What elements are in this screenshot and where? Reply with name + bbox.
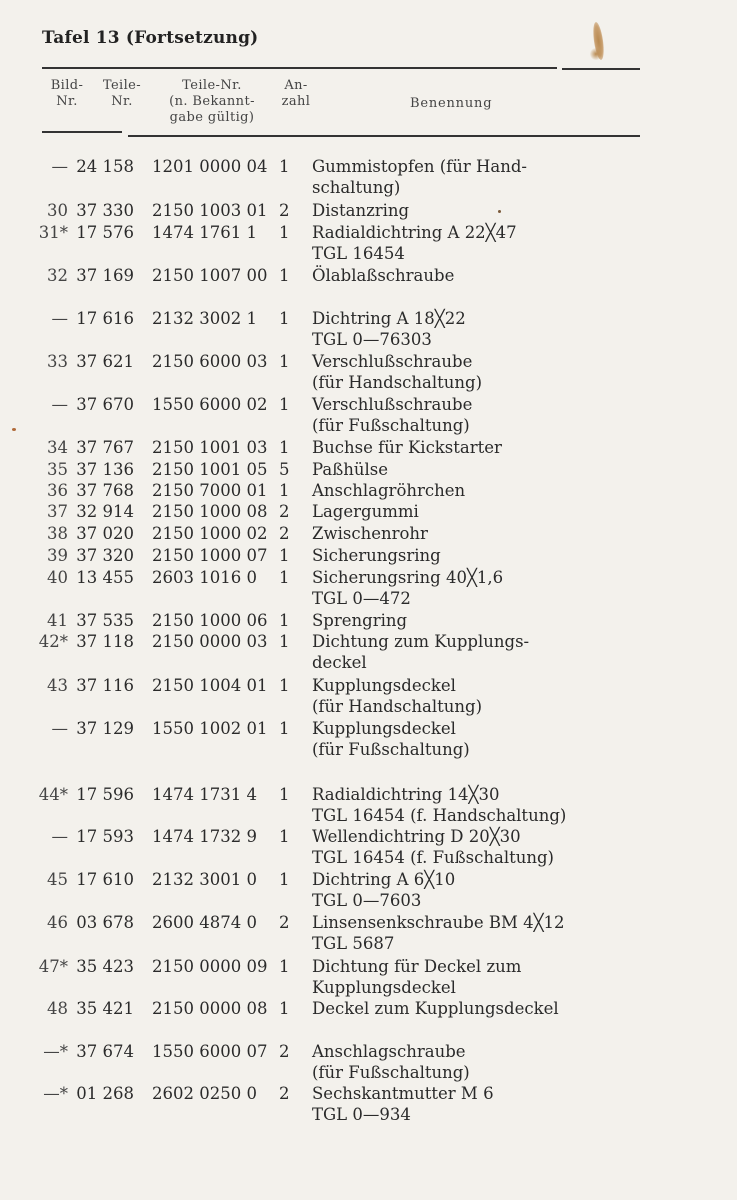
benennung [312, 200, 409, 221]
bild-nr: —* [43, 1084, 68, 1103]
benennung-line: Kupplungsdeckel [312, 719, 456, 738]
anzahl: 2 [279, 1084, 290, 1103]
teile-nr-bekanntgabe: 2150 0000 08 [152, 999, 268, 1018]
header-teile-line2: Nr. [111, 94, 133, 109]
benennung [312, 1083, 494, 1125]
benennung [312, 567, 503, 609]
teile-nr: 17 576 [76, 223, 134, 242]
teile-nr-bekanntgabe: 2150 1000 06 [152, 611, 268, 630]
bild-nr: 34 [47, 438, 68, 457]
anzahl: 1 [279, 438, 290, 457]
teile-nr: 37 118 [76, 632, 134, 651]
header-bild-line1: Bild- [50, 78, 84, 93]
bild-nr: — [51, 157, 68, 176]
anzahl: 1 [279, 719, 290, 738]
teile-nr: 17 610 [76, 870, 134, 889]
teile-nr-bekanntgabe: 1474 1761 1 [152, 223, 257, 242]
paper-speck [498, 210, 501, 213]
benennung [312, 480, 465, 501]
benennung-line: Sechskantmutter M 6 [312, 1084, 494, 1103]
teile-nr-bekanntgabe: 2602 0250 0 [152, 1084, 257, 1103]
anzahl: 1 [279, 481, 290, 500]
teile-nr: 03 678 [76, 913, 134, 932]
teile-nr: 37 129 [76, 719, 134, 738]
teile-nr-bekanntgabe: 2150 0000 03 [152, 632, 268, 651]
bild-nr: 33 [47, 352, 68, 371]
bild-nr: 32 [47, 266, 68, 285]
benennung-line: Dichtung für Deckel zum [312, 957, 522, 976]
anzahl: 1 [279, 546, 290, 565]
teile-nr: 37 768 [76, 481, 134, 500]
teile-nr-bekanntgabe: 2150 1000 07 [152, 546, 268, 565]
bild-nr: 45 [47, 870, 68, 889]
header-teilenr [152, 78, 272, 126]
bild-nr: 43 [47, 676, 68, 695]
benennung [312, 523, 428, 544]
benennung-line: Ölablaßschraube [312, 266, 455, 285]
bild-nr: 46 [47, 913, 68, 932]
benennung [312, 156, 527, 198]
header-rule-right [128, 135, 640, 137]
benennung-line: Verschlußschraube [312, 352, 473, 371]
teile-nr: 17 596 [76, 785, 134, 804]
anzahl: 1 [279, 157, 290, 176]
anzahl: 1 [279, 999, 290, 1018]
header-bild [42, 78, 92, 110]
header-teile-line1: Teile- [102, 78, 142, 93]
benennung-line: Radialdichtring A 22╳47 [312, 223, 517, 242]
benennung [312, 912, 565, 954]
benennung-line: Radialdichtring 14╳30 [312, 785, 500, 804]
benennung-line: Anschlagschraube [312, 1042, 466, 1061]
bild-nr: 41 [47, 611, 68, 630]
teile-nr-bekanntgabe: 2600 4874 0 [152, 913, 257, 932]
benennung-line: Sicherungsring 40╳1,6 [312, 568, 504, 587]
header-anzahl [276, 78, 316, 110]
benennung [312, 394, 472, 436]
bild-nr: 47* [38, 957, 68, 976]
benennung-line: Buchse für Kickstarter [312, 438, 502, 457]
paper-stain-spot [590, 48, 602, 60]
teile-nr-bekanntgabe: 1550 1002 01 [152, 719, 268, 738]
teile-nr-bekanntgabe: 2132 3001 0 [152, 870, 257, 889]
anzahl: 1 [279, 568, 290, 587]
bild-nr: 48 [47, 999, 68, 1018]
benennung [312, 675, 482, 717]
benennung-line: Linsensenkschraube BM 4╳12 [312, 913, 565, 932]
header-benennung: Benennung [410, 96, 493, 111]
teile-nr-bekanntgabe: 2150 1001 03 [152, 438, 268, 457]
bild-nr: 38 [47, 524, 68, 543]
teile-nr-bekanntgabe: 2150 0000 09 [152, 957, 268, 976]
teile-nr: 37 674 [76, 1042, 134, 1061]
anzahl: 2 [279, 201, 290, 220]
bild-nr: 31* [38, 223, 68, 242]
benennung [312, 826, 554, 868]
bild-nr: 40 [47, 568, 68, 587]
benennung-line: Dichtring A 18╳22 [312, 309, 466, 328]
anzahl: 1 [279, 352, 290, 371]
benennung-line: Gummistopfen (für Hand- [312, 157, 528, 176]
benennung [312, 501, 419, 522]
benennung [312, 869, 455, 911]
benennung [312, 956, 521, 998]
bild-nr: 30 [47, 201, 68, 220]
teile-nr: 37 320 [76, 546, 134, 565]
anzahl: 1 [279, 676, 290, 695]
teile-nr: 37 169 [76, 266, 134, 285]
benennung-line: TGL 0—7603 [312, 891, 422, 910]
benennung-line: deckel [312, 653, 367, 672]
header-teile [94, 78, 150, 110]
benennung [312, 718, 470, 760]
page-title: Tafel 13 (Fortsetzung) [42, 28, 259, 48]
header-teilenr-line3: gabe gültig) [169, 110, 255, 125]
header-rule-left [42, 131, 122, 133]
header-teilenr-line2: (n. Bekannt- [169, 94, 255, 109]
teile-nr: 37 767 [76, 438, 134, 457]
teile-nr: 24 158 [76, 157, 134, 176]
anzahl: 1 [279, 827, 290, 846]
teile-nr-bekanntgabe: 2150 1004 01 [152, 676, 268, 695]
anzahl: 1 [279, 957, 290, 976]
benennung-line: Sicherungsring [312, 546, 441, 565]
benennung-line: Deckel zum Kupplungsdeckel [312, 999, 559, 1018]
anzahl: 1 [279, 785, 290, 804]
anzahl: 1 [279, 395, 290, 414]
benennung-line: Wellendichtring D 20╳30 [312, 827, 521, 846]
teile-nr-bekanntgabe: 1550 6000 02 [152, 395, 268, 414]
benennung [312, 545, 441, 566]
benennung-line: Lagergummi [312, 502, 419, 521]
benennung-line: Dichtring A 6╳10 [312, 870, 456, 889]
benennung-line: (für Handschaltung) [312, 697, 483, 716]
teile-nr: 37 670 [76, 395, 134, 414]
paper-speck [12, 428, 16, 431]
teile-nr-bekanntgabe: 1474 1731 4 [152, 785, 257, 804]
anzahl: 1 [279, 632, 290, 651]
benennung [312, 265, 454, 286]
benennung-line: TGL 16454 [312, 244, 405, 263]
anzahl: 2 [279, 913, 290, 932]
teile-nr: 32 914 [76, 502, 134, 521]
anzahl: 2 [279, 502, 290, 521]
benennung [312, 437, 502, 458]
benennung [312, 784, 566, 826]
benennung [312, 610, 407, 631]
benennung-line: TGL 16454 (f. Fußschaltung) [312, 848, 554, 867]
bild-nr: — [51, 395, 68, 414]
teile-nr-bekanntgabe: 2603 1016 0 [152, 568, 257, 587]
teile-nr: 37 020 [76, 524, 134, 543]
anzahl: 1 [279, 223, 290, 242]
benennung-line: TGL 0—76303 [312, 330, 432, 349]
teile-nr: 17 616 [76, 309, 134, 328]
benennung-line: Dichtung zum Kupplungs- [312, 632, 530, 651]
benennung-line: Kupplungsdeckel [312, 676, 456, 695]
benennung [312, 1041, 470, 1083]
bild-nr: —* [43, 1042, 68, 1061]
anzahl: 1 [279, 611, 290, 630]
benennung-line: Verschlußschraube [312, 395, 473, 414]
bild-nr: 37 [47, 502, 68, 521]
top-rule-right [562, 68, 640, 70]
anzahl: 2 [279, 1042, 290, 1061]
anzahl: 1 [279, 870, 290, 889]
benennung-line: Zwischenrohr [312, 524, 428, 543]
teile-nr-bekanntgabe: 2150 1003 01 [152, 201, 268, 220]
teile-nr: 17 593 [76, 827, 134, 846]
bild-nr: 44* [38, 785, 68, 804]
benennung-line: TGL 0—472 [312, 589, 411, 608]
teile-nr-bekanntgabe: 2150 1007 00 [152, 266, 268, 285]
teile-nr-bekanntgabe: 2150 6000 03 [152, 352, 268, 371]
benennung-line: (für Fußschaltung) [312, 1063, 470, 1082]
teile-nr-bekanntgabe: 1550 6000 07 [152, 1042, 268, 1061]
benennung-line: TGL 0—934 [312, 1105, 411, 1124]
benennung-line: Sprengring [312, 611, 408, 630]
benennung-line: (für Handschaltung) [312, 373, 483, 392]
benennung [312, 459, 388, 480]
anzahl: 5 [279, 460, 290, 479]
anzahl: 1 [279, 309, 290, 328]
teile-nr: 01 268 [76, 1084, 134, 1103]
bild-nr: 35 [47, 460, 68, 479]
benennung-line: Anschlagröhrchen [312, 481, 466, 500]
benennung [312, 631, 529, 673]
header-bild-line2: Nr. [56, 94, 78, 109]
benennung-line: schaltung) [312, 178, 401, 197]
header-anzahl-line1: An- [284, 78, 308, 93]
benennung [312, 351, 482, 393]
bild-nr: — [51, 309, 68, 328]
teile-nr: 13 455 [76, 568, 134, 587]
teile-nr: 37 621 [76, 352, 134, 371]
anzahl: 2 [279, 524, 290, 543]
teile-nr-bekanntgabe: 2150 1001 05 [152, 460, 268, 479]
benennung-line: TGL 16454 (f. Handschaltung) [312, 806, 567, 825]
teile-nr: 37 535 [76, 611, 134, 630]
bild-nr: 42* [38, 632, 68, 651]
header-teilenr-line1: Teile-Nr. [182, 78, 242, 93]
benennung-line: (für Fußschaltung) [312, 416, 470, 435]
teile-nr-bekanntgabe: 2150 7000 01 [152, 481, 268, 500]
teile-nr-bekanntgabe: 2150 1000 08 [152, 502, 268, 521]
benennung-line: (für Fußschaltung) [312, 740, 470, 759]
bild-nr: 36 [47, 481, 68, 500]
teile-nr: 37 116 [76, 676, 134, 695]
header-anzahl-line2: zahl [281, 94, 311, 109]
benennung-line: Kupplungsdeckel [312, 978, 456, 997]
bild-nr: — [51, 827, 68, 846]
benennung [312, 222, 517, 264]
teile-nr: 35 423 [76, 957, 134, 976]
teile-nr-bekanntgabe: 2132 3002 1 [152, 309, 257, 328]
benennung [312, 308, 466, 350]
benennung-line: Distanzring [312, 201, 410, 220]
top-rule [42, 67, 557, 69]
anzahl: 1 [279, 266, 290, 285]
benennung-line: TGL 5687 [312, 934, 395, 953]
benennung [312, 998, 559, 1019]
teile-nr-bekanntgabe: 1201 0000 04 [152, 157, 268, 176]
teile-nr: 37 136 [76, 460, 134, 479]
teile-nr: 37 330 [76, 201, 134, 220]
bild-nr: — [51, 719, 68, 738]
teile-nr-bekanntgabe: 1474 1732 9 [152, 827, 257, 846]
bild-nr: 39 [47, 546, 68, 565]
teile-nr-bekanntgabe: 2150 1000 02 [152, 524, 268, 543]
teile-nr: 35 421 [76, 999, 134, 1018]
benennung-line: Paßhülse [312, 460, 388, 479]
